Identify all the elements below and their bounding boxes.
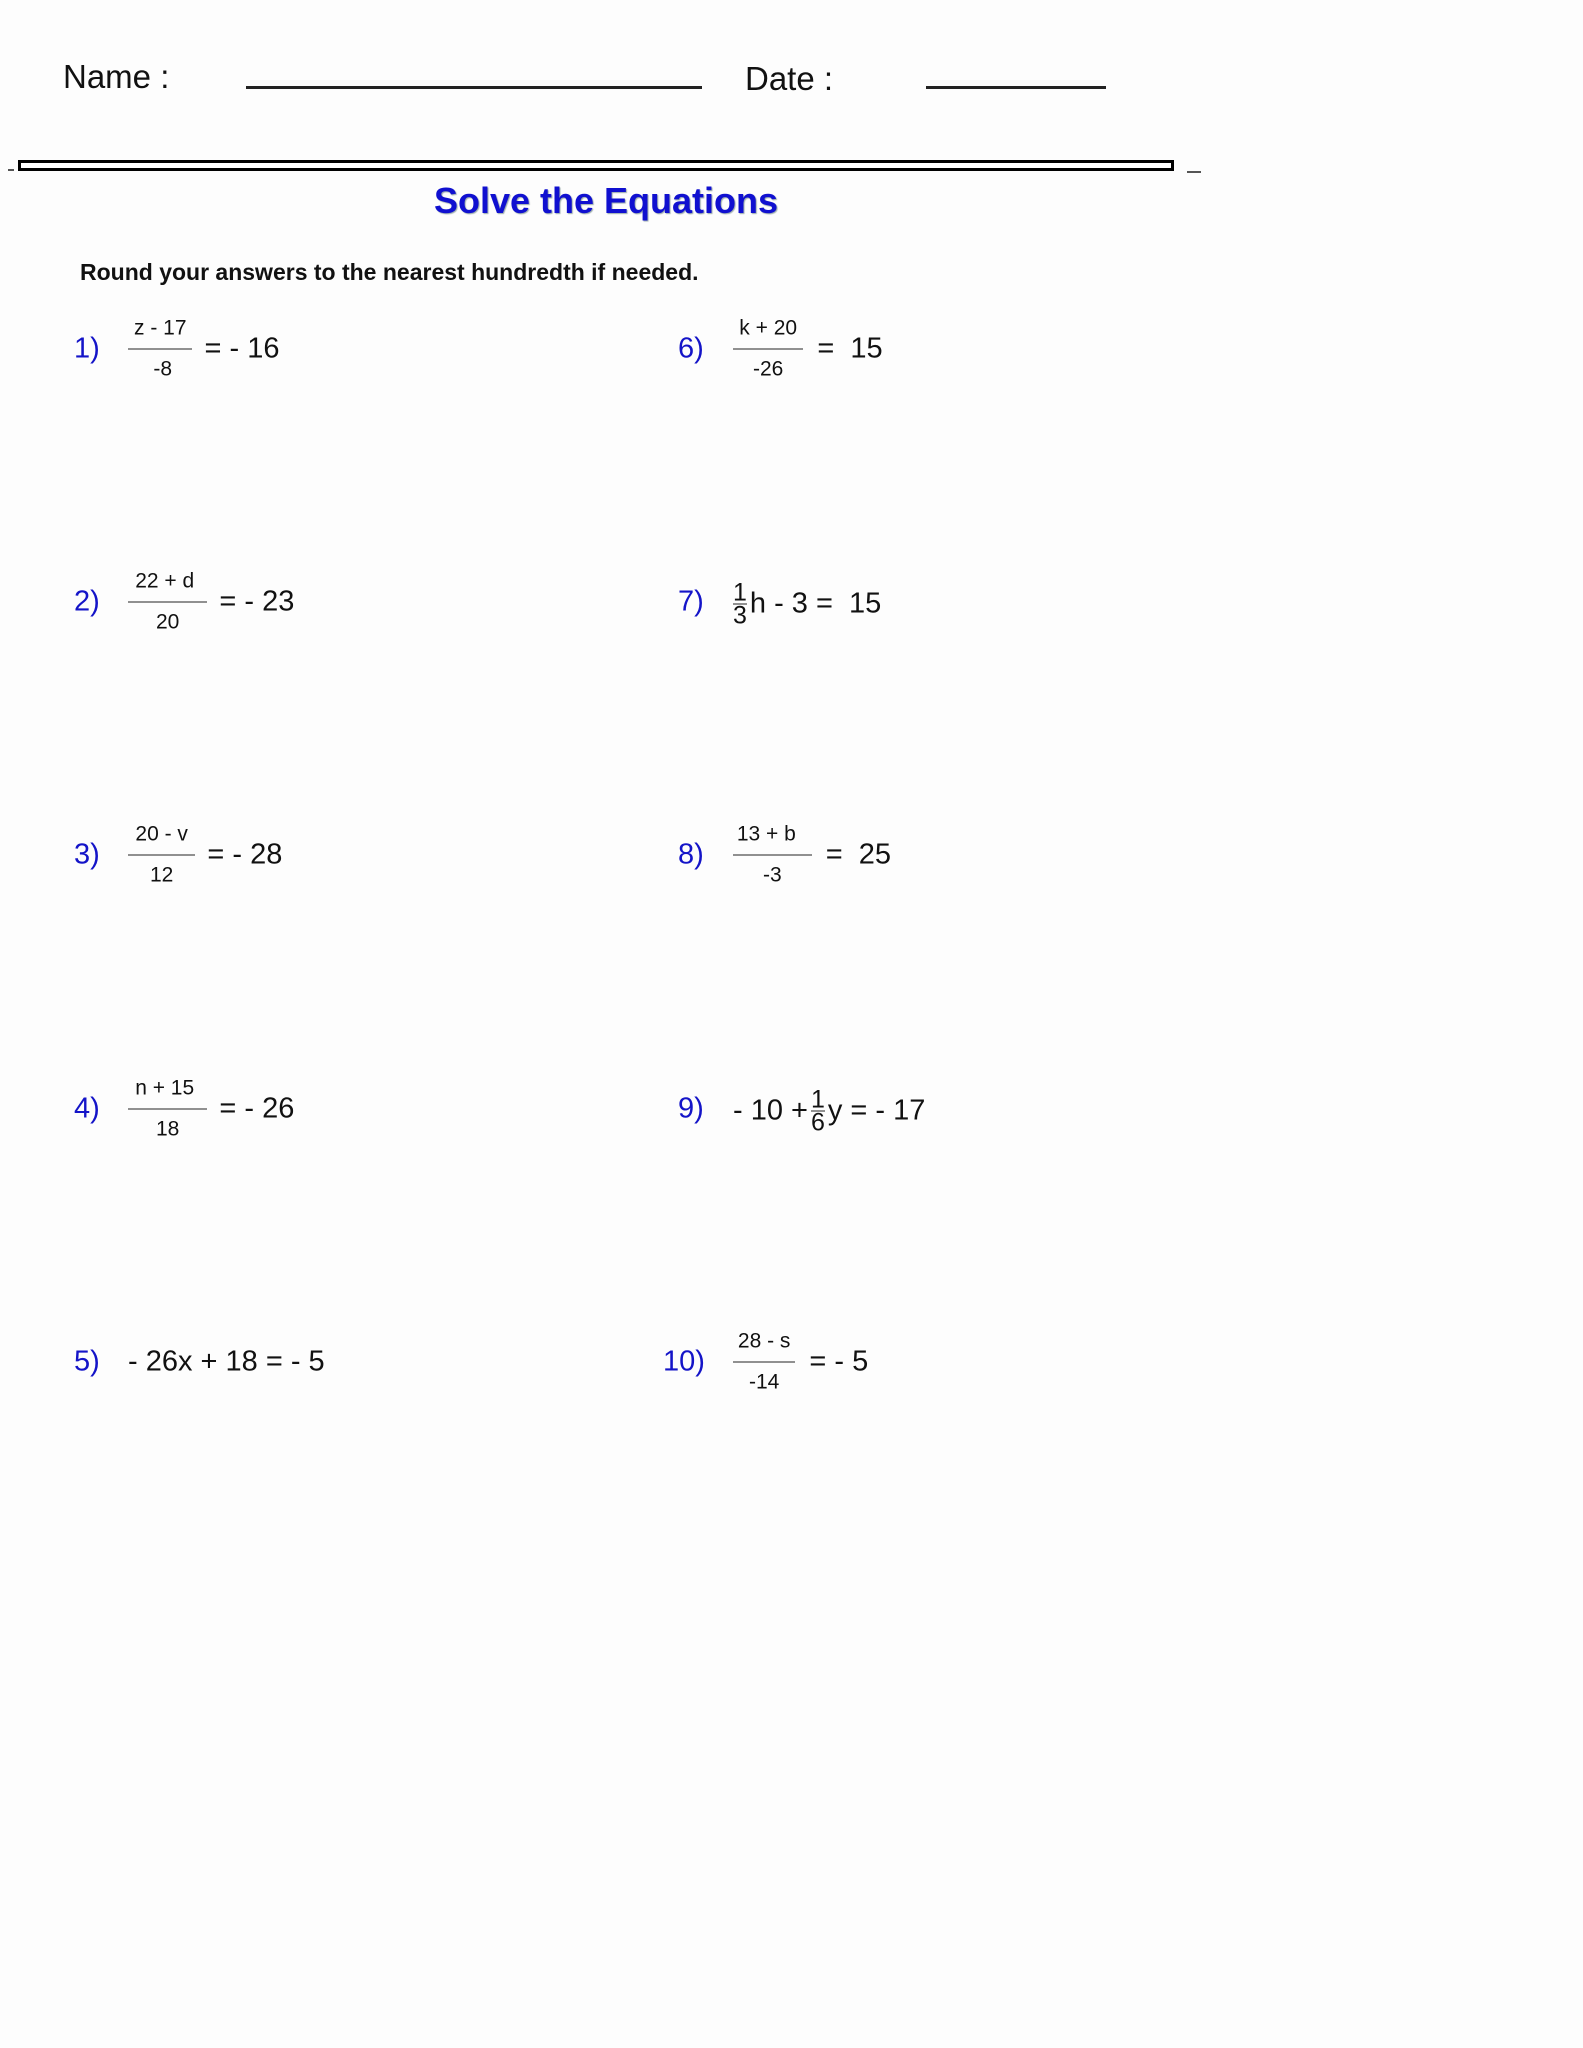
coefficient-numerator: 1 — [810, 1085, 825, 1114]
problem-number: 4) — [74, 1092, 100, 1125]
problem-2-equation — [128, 570, 294, 635]
problem-4-equation — [128, 1077, 294, 1142]
problem-number: 6) — [678, 332, 704, 365]
coefficient-denominator: 6 — [810, 1108, 825, 1137]
denominator: -8 — [128, 349, 192, 382]
fraction — [128, 570, 207, 635]
problem-number: 3) — [74, 838, 100, 871]
rhs: = - 16 — [204, 332, 280, 365]
fraction — [128, 1077, 207, 1142]
prefix: - 10 + — [733, 1094, 808, 1127]
date-blank-line[interactable] — [926, 86, 1106, 89]
header-divider-bar — [18, 160, 1174, 171]
problem-5-equation: - 26x + 18 = - 5 — [128, 1345, 325, 1378]
coefficient-fraction — [810, 1085, 825, 1137]
problem-1-equation — [128, 317, 280, 382]
name-blank-line[interactable] — [246, 86, 702, 89]
right-tick-mark — [1187, 171, 1201, 173]
problem-6-equation — [733, 317, 883, 382]
rhs: = 25 — [825, 838, 891, 871]
rhs: = 15 — [817, 332, 883, 365]
fraction — [733, 823, 812, 888]
fraction — [733, 317, 803, 382]
denominator: -14 — [733, 1362, 795, 1395]
numerator: n + 15 — [135, 1076, 195, 1100]
numerator: 13 + b — [736, 822, 796, 846]
name-label: Name : — [63, 58, 170, 95]
left-tick-mark — [8, 169, 14, 171]
fraction — [128, 317, 193, 382]
rhs: = - 23 — [219, 585, 295, 618]
problem-number: 9) — [678, 1092, 704, 1125]
suffix: y = - 17 — [827, 1094, 926, 1127]
denominator: -26 — [733, 349, 803, 382]
fraction — [128, 823, 195, 888]
fraction — [733, 1330, 795, 1395]
rhs: = - 26 — [219, 1092, 295, 1125]
problem-10-equation — [733, 1330, 868, 1395]
numerator: 28 - s — [737, 1329, 791, 1353]
instructions: Round your answers to the nearest hundredth if needed. — [80, 259, 699, 285]
numerator: z - 17 — [134, 316, 187, 340]
numerator: 22 + d — [135, 569, 195, 593]
rhs: = - 5 — [809, 1345, 869, 1378]
coefficient-denominator: 3 — [733, 601, 747, 630]
problem-number: 10) — [663, 1345, 705, 1378]
problem-3-equation — [128, 823, 282, 888]
denominator: 12 — [128, 855, 195, 888]
denominator: 18 — [128, 1109, 207, 1142]
coefficient-fraction — [733, 578, 747, 630]
rhs: = - 28 — [207, 838, 283, 871]
problem-number: 1) — [74, 332, 100, 365]
suffix: h - 3 = 15 — [749, 587, 882, 620]
problem-8-equation — [733, 823, 891, 888]
problem-number: 7) — [678, 585, 704, 618]
coefficient-numerator: 1 — [733, 578, 747, 607]
problem-number: 2) — [74, 585, 100, 618]
problem-7-equation — [733, 578, 882, 630]
problem-9-equation — [733, 1085, 926, 1137]
numerator: 20 - v — [135, 822, 188, 846]
denominator: 20 — [128, 602, 207, 635]
problem-number: 8) — [678, 838, 704, 871]
numerator: k + 20 — [739, 316, 798, 340]
denominator: -3 — [733, 855, 812, 888]
page-title: Solve the Equations — [433, 180, 779, 221]
date-label: Date : — [745, 60, 834, 97]
problem-number: 5) — [74, 1345, 100, 1378]
